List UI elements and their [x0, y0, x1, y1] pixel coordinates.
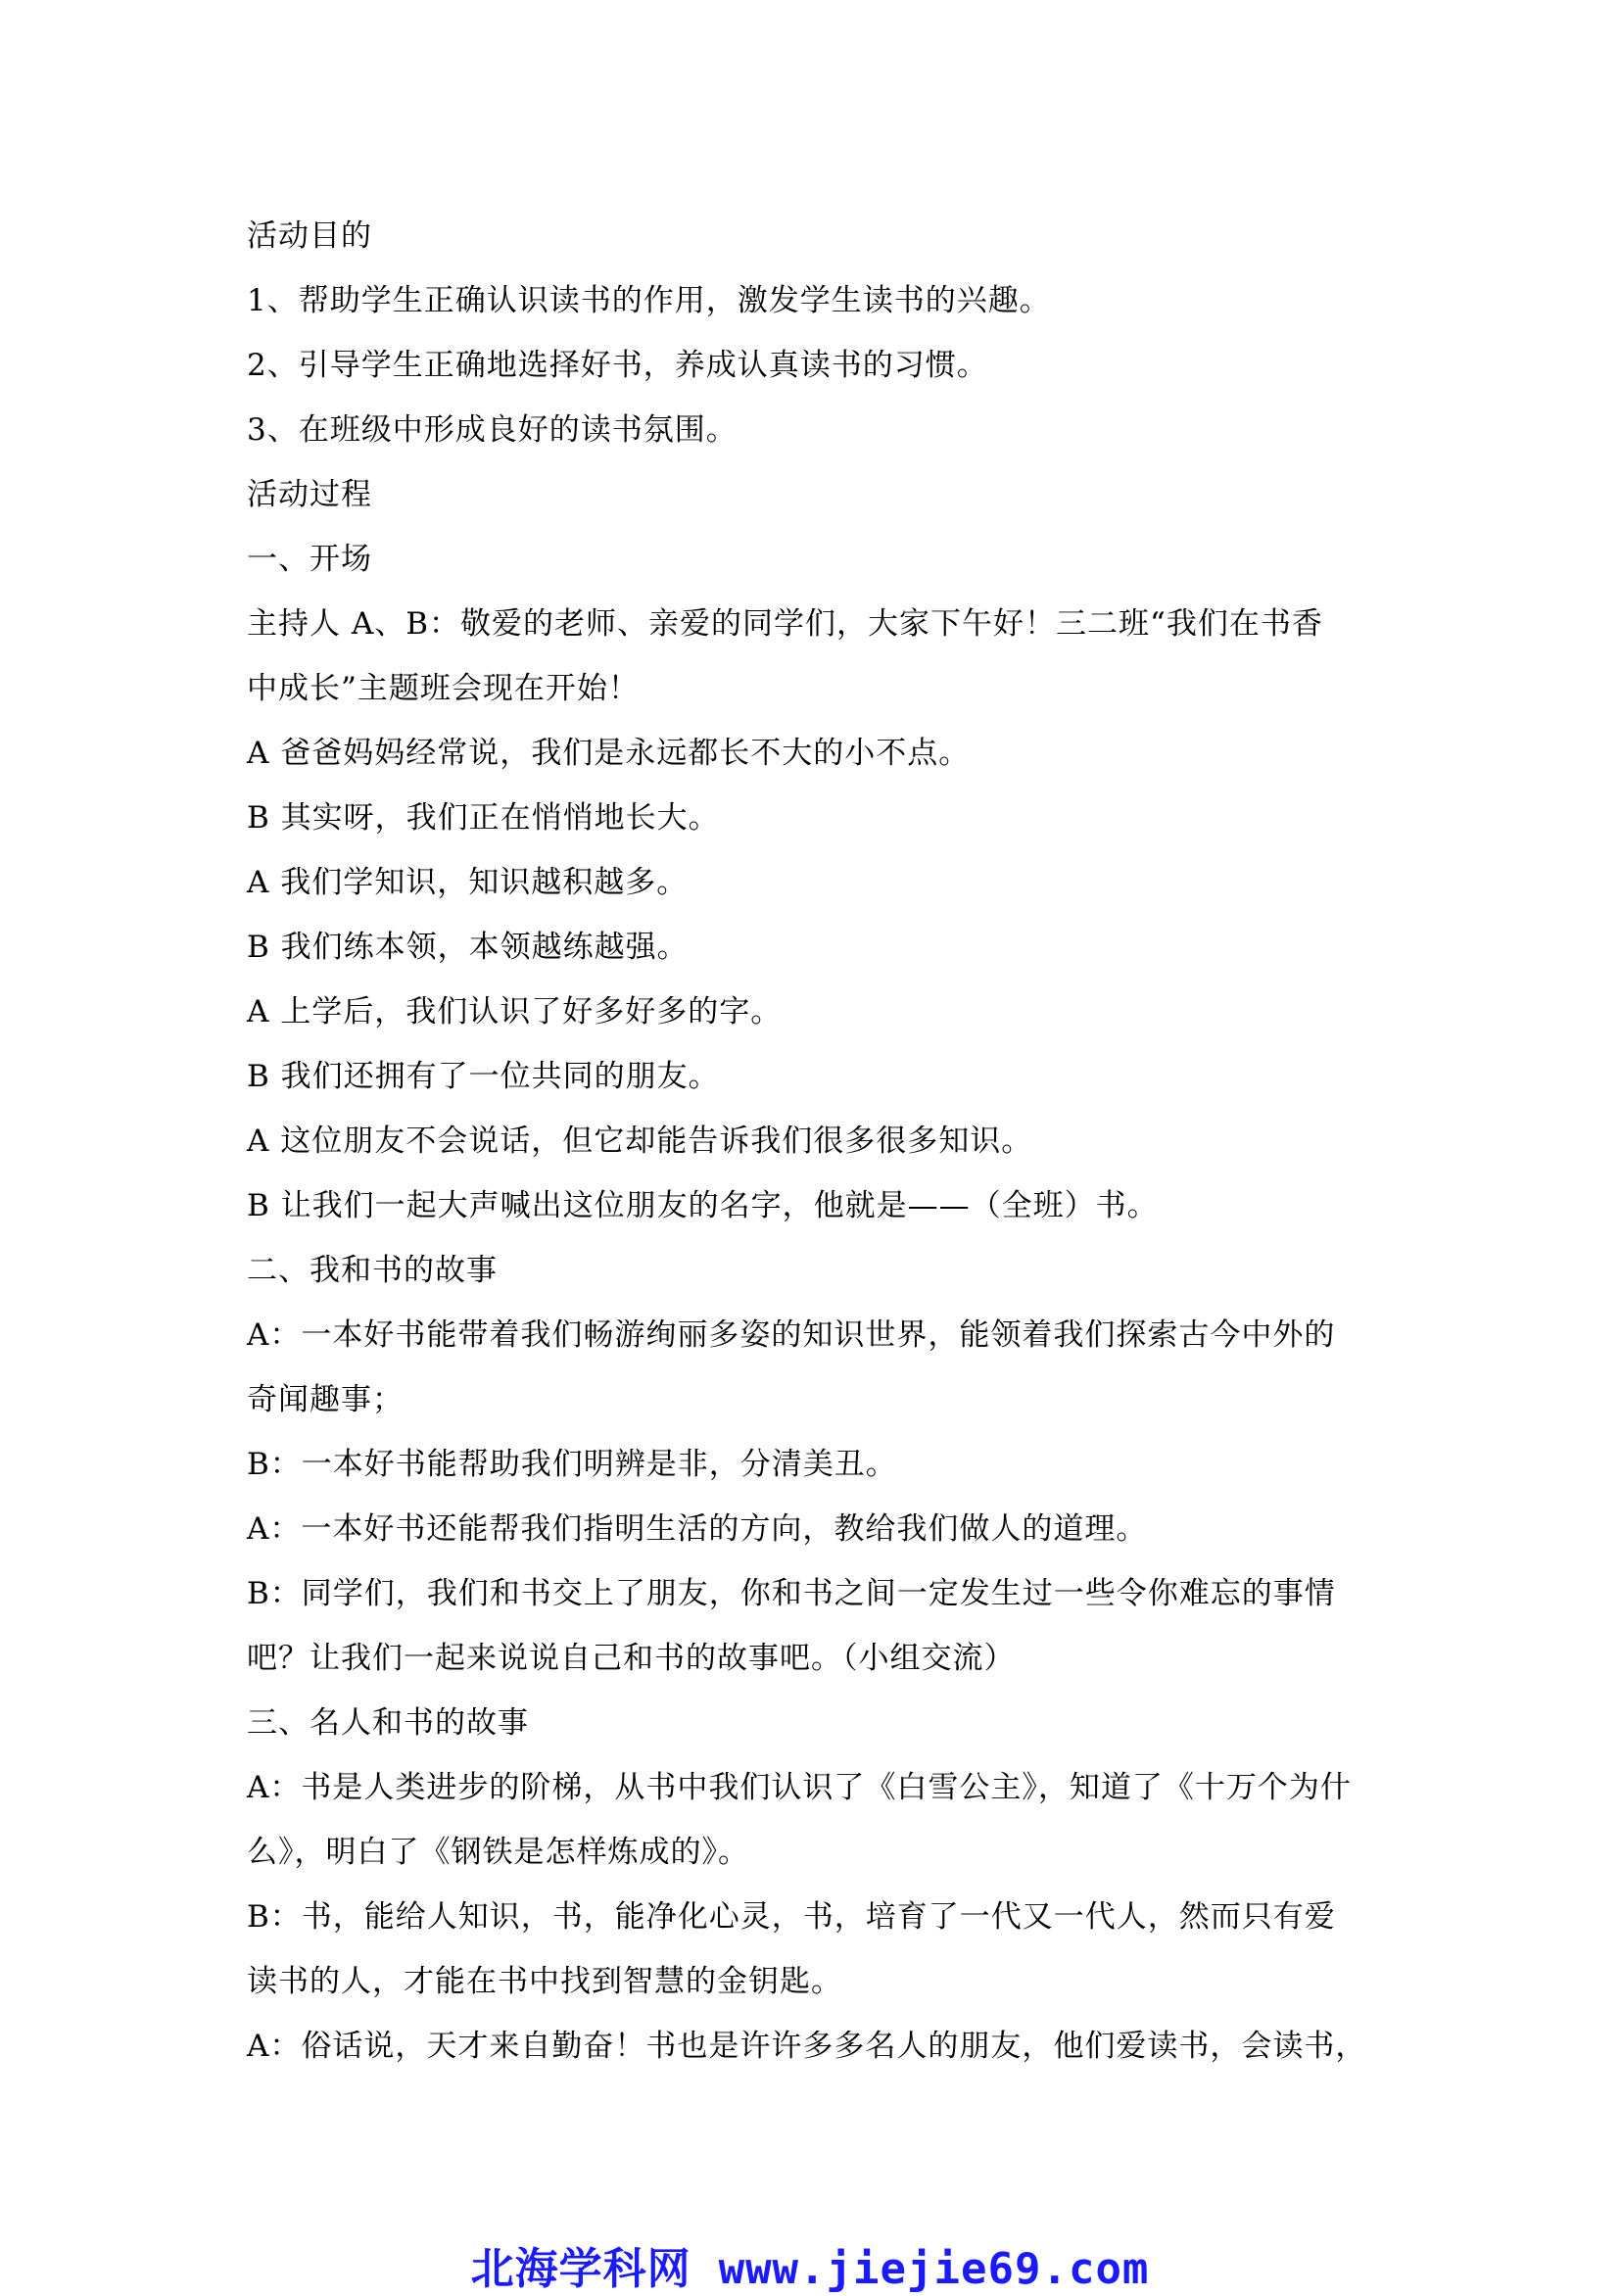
footer-url[interactable]: www.jiejie69.com: [718, 2244, 1150, 2294]
text-line: A：书是人类进步的阶梯，从书中我们认识了《白雪公主》，知道了《十万个为什: [247, 1770, 1352, 1805]
section-heading: 二、我和书的故事: [247, 1253, 498, 1288]
text-line: B：书，能给人知识，书，能净化心灵，书，培育了一代又一代人，然而只有爱: [247, 1899, 1336, 1935]
text-line: B 让我们一起大声喊出这位朋友的名字，他就是——（全班）书。: [247, 1188, 1159, 1223]
section-heading: 一、开场: [247, 542, 372, 577]
footer-watermark: [0, 2233, 1620, 2296]
text-line: 读书的人，才能在书中找到智慧的金钥匙。: [247, 1964, 842, 1999]
text-line: A：一本好书能带着我们畅游绚丽多姿的知识世界，能领着我们探索古今中外的: [247, 1317, 1336, 1353]
text-line: A 这位朋友不会说话，但它却能告诉我们很多很多知识。: [247, 1124, 1033, 1159]
text-line: A 上学后，我们认识了好多好多的字。: [247, 994, 783, 1029]
text-line: 中成长”主题班会现在开始！: [247, 671, 640, 706]
section-heading: 活动过程: [247, 477, 372, 512]
text-line: B：一本好书能帮助我们明辨是非，分清美丑。: [247, 1447, 897, 1482]
text-line: B：同学们，我们和书交上了朋友，你和书之间一定发生过一些令你难忘的事情: [247, 1576, 1336, 1611]
text-line: 3、在班级中形成良好的读书氛围。: [247, 412, 738, 448]
text-line: A 我们学知识，知识越积越多。: [247, 865, 689, 900]
section-heading: 活动目的: [247, 218, 372, 254]
text-line: A：一本好书还能帮我们指明生活的方向，教给我们做人的道理。: [247, 1511, 1148, 1547]
text-line: 奇闻趣事；: [247, 1382, 404, 1417]
text-line: 吧？让我们一起来说说自己和书的故事吧。（小组交流）: [247, 1641, 1016, 1676]
section-heading: 三、名人和书的故事: [247, 1705, 529, 1741]
document-body: [247, 204, 1383, 2079]
text-line: B 我们还拥有了一位共同的朋友。: [247, 1059, 720, 1094]
text-line: 2、引导学生正确地选择好书，养成认真读书的习惯。: [247, 348, 988, 383]
text-line: A 爸爸妈妈经常说，我们是永远都长不大的小不点。: [247, 736, 971, 771]
text-line: B 我们练本领，本领越练越强。: [247, 930, 689, 965]
text-line: 主持人 A、B：敬爱的老师、亲爱的同学们，大家下午好！三二班“我们在书香: [247, 606, 1323, 642]
text-line: B 其实呀，我们正在悄悄地长大。: [247, 800, 720, 836]
footer-site-name: 北海学科网: [470, 2244, 691, 2294]
text-line: A：俗话说，天才来自勤奋！书也是许许多多名人的朋友，他们爱读书，会读书，: [247, 2029, 1367, 2064]
text-line: 么》，明白了《钢铁是怎样炼成的》。: [247, 1835, 749, 1870]
text-line: 1、帮助学生正确认识读书的作用，激发学生读书的兴趣。: [247, 283, 1051, 318]
